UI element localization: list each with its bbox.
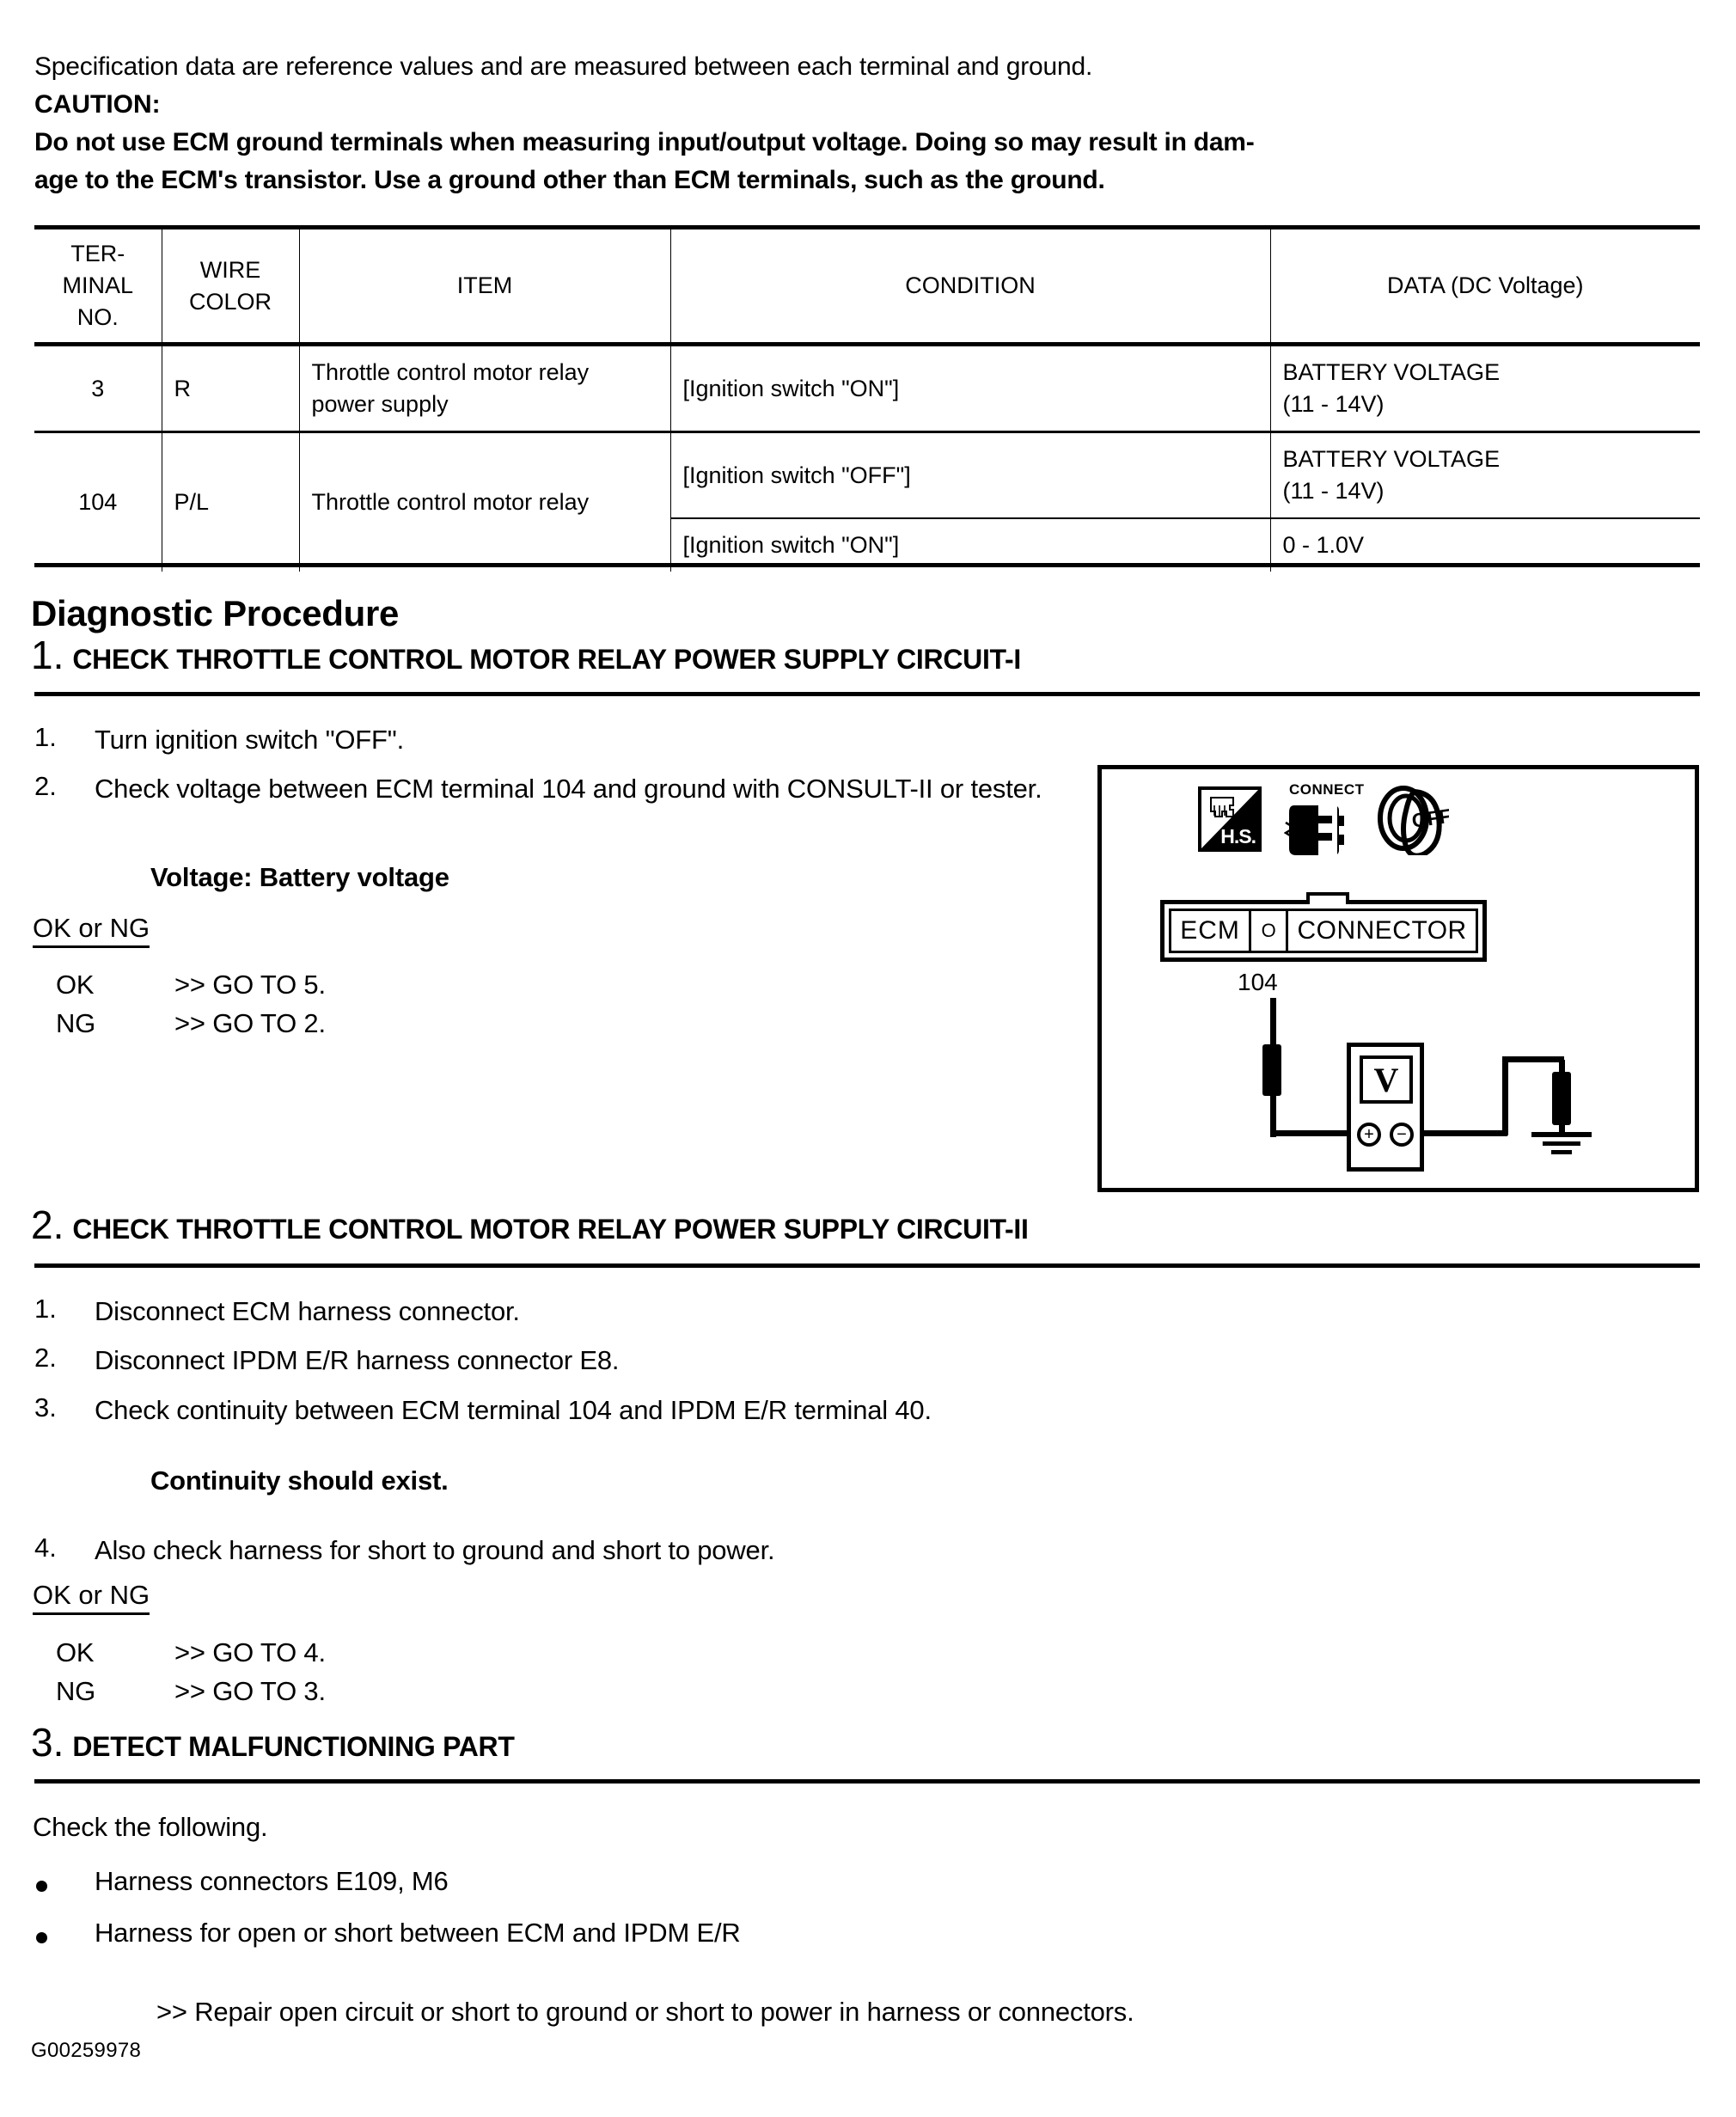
step-2-item-3-text: Check continuity between ECM terminal 104 and IPDM E/R terminal 40.: [95, 1395, 932, 1425]
step-2-item-1-marker: 1.: [34, 1294, 57, 1324]
step-2-result-ok-key: OK: [56, 1637, 95, 1667]
step-2-rule: [34, 1263, 1700, 1268]
voltmeter: [1347, 1043, 1424, 1172]
step-2-item-1-text: Disconnect ECM harness connector.: [95, 1296, 520, 1326]
step-1-result-ok-key: OK: [56, 970, 95, 1000]
svg-text:OFF: OFF: [1410, 804, 1449, 832]
step-2-title: CHECK THROTTLE CONTROL MOTOR RELAY POWER SUPPLY CIRCUIT-II: [72, 1214, 1029, 1245]
header-terminal-line3: NO.: [76, 304, 119, 330]
spec-note: Specification data are reference values and are measured between each terminal and ground.: [34, 52, 1093, 81]
cell-data-line2: (11 - 14V): [1282, 391, 1385, 417]
negative-lead-top: [1502, 1056, 1564, 1062]
ecm-connector-graphic: [1160, 900, 1487, 962]
step-2-result-ng-key: NG: [56, 1676, 96, 1706]
ecm-label: ECM: [1180, 916, 1240, 945]
cell-condition: [Ignition switch "OFF"]: [670, 432, 1270, 519]
step-3-bullet-1: Harness connectors E109, M6: [95, 1866, 449, 1896]
probe-grip-icon: [1262, 1044, 1281, 1096]
cell-terminal-no: 104: [34, 432, 162, 572]
cell-condition: [Ignition switch "ON"]: [670, 518, 1270, 572]
connector-glyph-icon: [1207, 794, 1237, 820]
connector-pin-icon: O: [1249, 911, 1288, 951]
table-row: [34, 432, 1700, 519]
header-item: ITEM: [299, 228, 670, 345]
step-2-item-3-marker: 3.: [34, 1392, 57, 1423]
step-2-item-4-marker: 4.: [34, 1533, 57, 1563]
cell-data-line1: BATTERY VOLTAGE: [1282, 359, 1501, 385]
cell-item: [299, 345, 670, 432]
connect-icon-label: CONNECT: [1289, 781, 1365, 798]
header-terminal-line1: TER-: [70, 241, 125, 266]
diagram-terminal-number: 104: [1238, 969, 1278, 995]
hs-icon-label: H.S.: [1220, 825, 1256, 847]
cell-item: Throttle control motor relay: [299, 432, 670, 572]
step-1-result-ok-action: >> GO TO 5.: [174, 970, 326, 1000]
cell-wire-color: P/L: [162, 432, 299, 572]
ignition-off-glyph: [1375, 780, 1449, 855]
negative-lead-wire: [1421, 1130, 1507, 1136]
connect-plug-glyph: [1284, 800, 1363, 860]
ground-probe-grip-icon: [1552, 1072, 1571, 1125]
step-1-title: CHECK THROTTLE CONTROL MOTOR RELAY POWER SUPPLY CIRCUIT-I: [72, 644, 1021, 675]
ground-symbol-icon: [1531, 1132, 1592, 1154]
step-2-heading: [31, 1202, 1702, 1248]
handshake-hs-icon: [1198, 786, 1262, 852]
step-1-result-ng-key: NG: [56, 1008, 96, 1038]
step-3-lead-text: Check the following.: [33, 1812, 268, 1842]
table-header-row: [34, 228, 1700, 345]
step-1-number: 1.: [31, 633, 64, 677]
intro-block: [34, 48, 1702, 199]
voltmeter-display: V: [1360, 1055, 1413, 1104]
caution-text-line2: age to the ECM's transistor. Use a ground other than ECM terminals, such as the ground.: [34, 166, 1105, 194]
step-1-okng-label: OK or NG: [33, 913, 150, 948]
cell-data-line2: (11 - 14V): [1282, 478, 1385, 504]
step-2-number: 2.: [31, 1202, 64, 1247]
step-1-item-2-text: Check voltage between ECM terminal 104 and ground with CONSULT-II or tester.: [95, 774, 1042, 804]
step-2-result-ng-action: >> GO TO 3.: [174, 1676, 326, 1706]
header-wire-color: [162, 228, 299, 345]
step-1-item-1-text: Turn ignition switch "OFF".: [95, 725, 405, 755]
caution-text-line1: Do not use ECM ground terminals when measuring input/output voltage. Doing so may result in dam-: [34, 128, 1255, 156]
header-data: DATA (DC Voltage): [1270, 228, 1700, 345]
header-condition: CONDITION: [670, 228, 1270, 345]
cell-data-line1: BATTERY VOLTAGE: [1282, 446, 1501, 472]
step-1-heading: [31, 632, 1702, 678]
step-3-title: DETECT MALFUNCTIONING PART: [72, 1731, 515, 1762]
header-wire-line2: COLOR: [188, 288, 272, 315]
page-title: Diagnostic Procedure: [31, 593, 400, 633]
specification-table: [34, 225, 1700, 572]
ground-bar-2: [1543, 1141, 1580, 1146]
voltmeter-positive-jack: +: [1357, 1123, 1381, 1147]
step-1-item-1-marker: 1.: [34, 722, 57, 752]
connect-icon: [1284, 781, 1363, 855]
voltmeter-negative-jack: −: [1390, 1123, 1414, 1147]
step-3-bullet-2: Harness for open or short between ECM and IPDM E/R: [95, 1918, 741, 1948]
header-wire-line1: WIRE: [199, 256, 261, 283]
step-2-okng-label: OK or NG: [33, 1580, 150, 1615]
step-3-number: 3.: [31, 1720, 64, 1765]
positive-lead-wire: [1273, 1130, 1352, 1136]
step-2-item-2-text: Disconnect IPDM E/R harness connector E8.: [95, 1345, 620, 1375]
step-3-conclusion: >> Repair open circuit or short to ground or short to power in harness or connectors.: [156, 1997, 1134, 2027]
table-bottom-rule: [34, 563, 1700, 567]
bullet-icon: [36, 1932, 47, 1943]
ignition-off-icon: [1375, 780, 1449, 855]
ground-bar-3: [1551, 1150, 1572, 1154]
step-1-spec-value: Voltage: Battery voltage: [150, 862, 449, 892]
cell-data: [1270, 345, 1700, 432]
step-3-heading: [31, 1719, 1702, 1765]
step-1-result-ng-action: >> GO TO 2.: [174, 1008, 326, 1038]
cell-item-line2: power supply: [311, 391, 449, 417]
ecm-connector-inner: [1169, 909, 1478, 953]
connector-tab: [1306, 892, 1349, 904]
step-2-item-4-text: Also check harness for short to ground and short to power.: [95, 1535, 775, 1565]
caution-label: CAUTION:: [34, 90, 161, 119]
step-1-item-2-marker: 2.: [34, 771, 57, 801]
step-2-spec-value: Continuity should exist.: [150, 1465, 449, 1496]
step-1-rule: [34, 692, 1700, 696]
cell-terminal-no: 3: [34, 345, 162, 432]
measurement-diagram: [1097, 765, 1699, 1192]
step-3-rule: [34, 1779, 1700, 1784]
step-2-item-2-marker: 2.: [34, 1343, 57, 1373]
table-row: [34, 345, 1700, 432]
cell-wire-color: R: [162, 345, 299, 432]
cell-data: 0 - 1.0V: [1270, 518, 1700, 572]
negative-lead-riser: [1502, 1056, 1508, 1135]
bullet-icon: [36, 1881, 47, 1892]
ground-bar-1: [1531, 1132, 1592, 1137]
step-2-result-ok-action: >> GO TO 4.: [174, 1637, 326, 1667]
cell-item-line1: Throttle control motor relay: [311, 359, 590, 385]
cell-condition: [Ignition switch "ON"]: [670, 345, 1270, 432]
figure-reference-code: G00259978: [31, 2039, 142, 2062]
header-terminal-no: [34, 228, 162, 345]
connector-label: CONNECTOR: [1297, 916, 1467, 945]
cell-data: [1270, 432, 1700, 519]
header-terminal-line2: MINAL: [62, 272, 134, 298]
